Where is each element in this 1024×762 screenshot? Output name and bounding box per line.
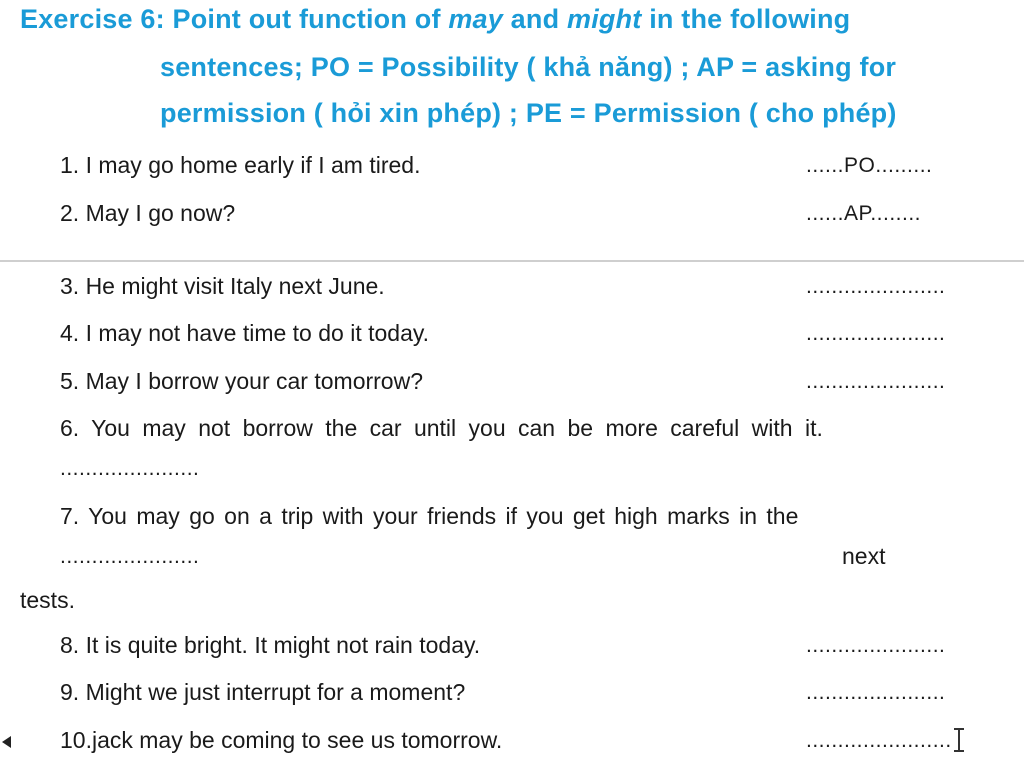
question-7-wrap-line: tests. bbox=[20, 587, 75, 613]
answer-blank-1[interactable]: ......PO......... bbox=[806, 154, 933, 177]
question-5: 5. May I borrow your car tomorrow? bbox=[60, 368, 424, 394]
question-4: 4. I may not have time to do it today. bbox=[60, 320, 430, 346]
answer-blank-2[interactable]: ......AP........ bbox=[806, 202, 921, 225]
question-7: 7. You may go on a trip with your friends if you get high marks in the bbox=[60, 503, 799, 529]
title-text-pre: Exercise 6: Point out function of bbox=[20, 4, 449, 34]
title-may: may bbox=[448, 4, 503, 34]
bullet-marker bbox=[2, 736, 11, 748]
exercise-title-line-3: permission ( hỏi xin phép) ; PE = Permission ( cho phép) bbox=[160, 98, 897, 128]
answer-blank-9[interactable]: ...................... bbox=[806, 681, 946, 704]
answer-blank-6[interactable]: ...................... bbox=[60, 457, 200, 480]
title-text-post: in the following bbox=[641, 4, 851, 34]
page-divider bbox=[0, 260, 1024, 262]
answer-blank-8[interactable]: ...................... bbox=[806, 634, 946, 657]
answer-blank-5[interactable]: ...................... bbox=[806, 370, 946, 393]
question-1: 1. I may go home early if I am tired. bbox=[60, 152, 421, 178]
question-10: 10.jack may be coming to see us tomorrow. bbox=[60, 727, 503, 753]
question-2: 2. May I go now? bbox=[60, 200, 236, 226]
exercise-title-line-2: sentences; PO = Possibility ( khả năng) ; AP = asking for bbox=[160, 52, 897, 82]
text-cursor-icon bbox=[951, 727, 967, 753]
answer-blank-3[interactable]: ...................... bbox=[806, 275, 946, 298]
question-8: 8. It is quite bright. It might not rain today. bbox=[60, 632, 481, 658]
exercise-title-line-1 bbox=[20, 4, 850, 35]
answer-blank-7[interactable]: ...................... bbox=[60, 545, 200, 568]
question-9: 9. Might we just interrupt for a moment? bbox=[60, 679, 466, 705]
question-6: 6. You may not borrow the car until you can be more careful with it. bbox=[60, 415, 823, 441]
title-might: might bbox=[567, 4, 642, 34]
question-7-continuation: next bbox=[842, 543, 886, 569]
title-text-mid: and bbox=[502, 4, 567, 34]
question-3: 3. He might visit Italy next June. bbox=[60, 273, 385, 299]
answer-blank-4[interactable]: ...................... bbox=[806, 322, 946, 345]
answer-blank-10[interactable]: ....................... bbox=[806, 729, 952, 752]
